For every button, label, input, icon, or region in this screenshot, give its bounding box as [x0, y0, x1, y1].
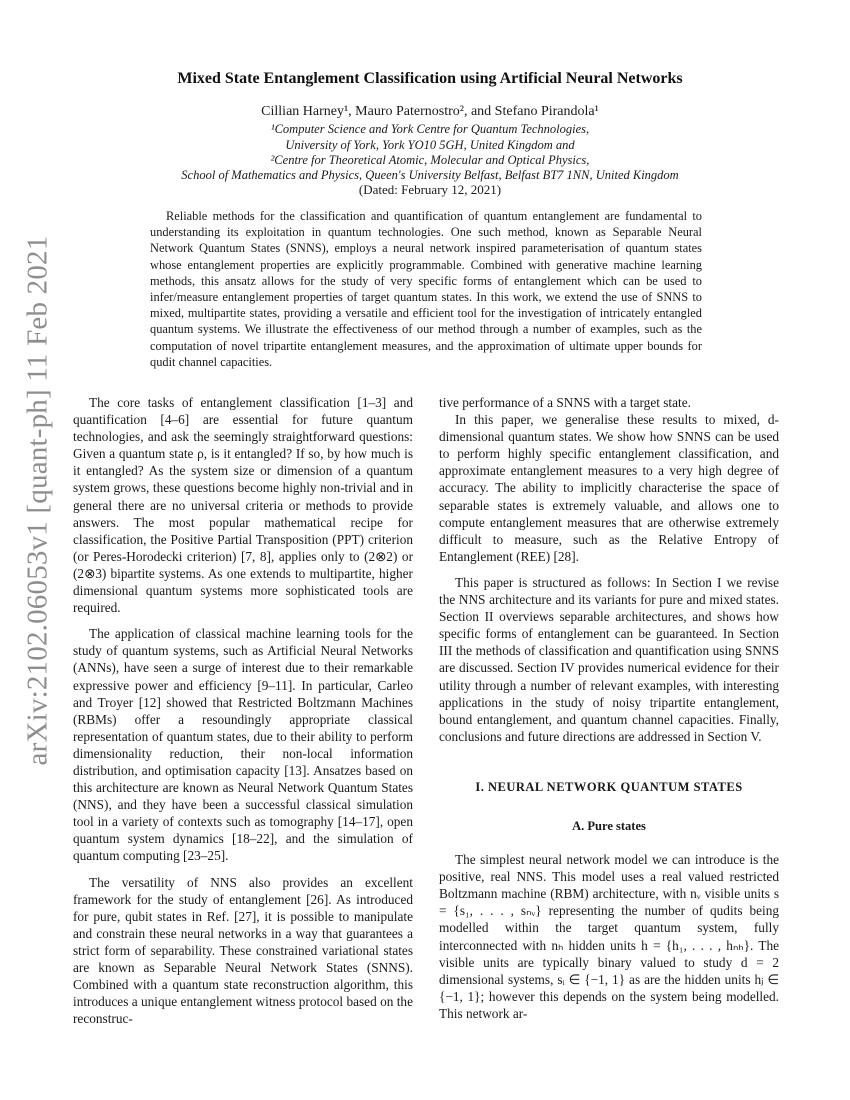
affiliation-line-3: ²Centre for Theoretical Atomic, Molecular and Optical Physics,: [270, 153, 590, 167]
intro-paragraph-3: The versatility of NNS also provides an excellent framework for the study of entanglement [26]. As introduced for pure, qubit states in Ref. [27], it is possible to manipulate and constrain these neural networks in a way that guarantees a strict form of separability. These constrained variational states are known as Separable Neural Network States (SNNS). Combined with a quantum state reconstruction algorithm, this introduces a unique entanglement witness protocol based on the reconstruc-: [73, 874, 413, 1027]
arxiv-identifier-stamp: [8, 235, 68, 765]
affiliation-line-4: School of Mathematics and Physics, Queen's University Belfast, Belfast BT7 1NN, United Kingdom: [181, 168, 679, 182]
intro-paragraph-2: The application of classical machine learning tools for the study of quantum systems, such as Artificial Neural Networks (ANNs), have seen a surge of interest due to their remarkable expressive power and efficiency [9–11]. In particular, Carleo and Troyer [12] showed that Restricted Boltzmann Machines (RBMs) offer a resoundingly appropriate classical representation of quantum states, due to their ability to perform dimensionality reduction, their non-local information distribution, and optimisation capacity [13]. Ansatzes based on this architecture are known as Neural Network Quantum States (NNS), and they have been a successful classical simulation tool in a variety of contexts such as tomography [14–17], open quantum system dynamics [18–22], and the simulation of quantum computing [23–25].: [73, 626, 413, 864]
intro-paragraph-3-continued: tive performance of a SNNS with a target state.: [439, 395, 691, 410]
intro-paragraph-5: This paper is structured as follows: In Section I we revise the NNS architecture and its variants for pure and mixed states. Section II overviews separable architectures, and shows how specific forms of entanglement can be guaranteed. In Section III the methods of classification and quantification using SNNS are discussed. Section IV provides numerical evidence for their utility through a number of relevant examples, with interesting applications in the study of noisy tripartite entanglement, bound entanglement, and quantum channel capacities. Finally, conclusions and future directions are addressed in Section V.: [439, 574, 779, 744]
paper-title: Mixed State Entanglement Classification using Artificial Neural Networks: [177, 70, 683, 87]
subsection-heading: A. Pure states: [572, 818, 646, 833]
affiliation-line-2: University of York, York YO10 5GH, United Kingdom and: [285, 138, 575, 152]
intro-paragraph-1: The core tasks of entanglement classification [1–3] and quantification [4–6] are essential for future quantum technologies, and ask the seemingly straightforward questions: Given a quantum state ρ, is it entangled? If so, by how much is it entangled? As the system size or dimension of a quantum system grows, these questions become highly non-trivial and in general there are no universal criteria or methods to provide answers. The most popular mathematical recipe for classification, the Positive Partial Transposition (PPT) criterion (or Peres-Horodecki criterion) [7, 8], applies only to (2⊗2) or (2⊗3) bipartite systems. As one extends to multipartite, higher dimensional quantum systems more sophisticated tools are required.: [73, 395, 413, 616]
pure-states-paragraph: The simplest neural network model we can introduce is the positive, real NNS. This model uses a real valued restricted Boltzmann machine (RBM) architecture, with nᵥ visible units s = {s₁, . . . , sₙᵥ} representing the number of qudits being modelled within the target quantum system, fully interconnected with nₕ hidden units h = {h₁, . . . , hₙₕ}. The visible units are typically binary valued to study d = 2 dimensional systems, sᵢ ∈ {−1, 1} as are the hidden units hⱼ ∈ {−1, 1}; however this depends on the system being modelled. This network ar-: [439, 852, 779, 1021]
arxiv-identifier-text[interactable]: arXiv:2102.06053v1 [quant-ph] 11 Feb 2021: [21, 235, 54, 765]
date-line: (Dated: February 12, 2021): [358, 182, 502, 197]
left-column: [73, 394, 413, 1027]
section-heading: I. NEURAL NETWORK QUANTUM STATES: [475, 779, 743, 794]
affiliation-line-1: ¹Computer Science and York Centre for Quantum Technologies,: [270, 122, 590, 136]
right-column: [439, 394, 779, 1022]
intro-paragraph-4: In this paper, we generalise these results to mixed, d-dimensional quantum states. We show how SNNS can be used to perform highly specific entanglement classification, and approximate entanglement measures to a very high degree of accuracy. The ability to implicitly characterise the space of separable states is extremely valuable, and allows one to compute entanglement measures that are otherwise extremely difficult to measure, such as the Relative Entropy of Entanglement (REE) [28].: [439, 412, 779, 564]
author-list: Cillian Harney¹, Mauro Paternostro², and Stefano Pirandola¹: [261, 104, 599, 119]
abstract: Reliable methods for the classification and quantification of quantum entanglement are fundamental to understanding its exploitation in quantum technologies. One such method, known as Separable Neural Network Quantum States (SNNS), employs a neural network inspired parameterisation of quantum states whose entanglement properties are explicitly programmable. Combined with generative machine learning methods, this ansatz allows for the study of very specific forms of entanglement which can be used to infer/measure entanglement properties of target quantum states. In this work, we extend the use of SNNS to mixed, multipartite states, providing a versatile and efficient tool for the investigation of intricately entangled quantum systems. We illustrate the effectiveness of our method through a number of examples, such as the computation of novel tripartite entanglement measures, and the approximation of ultimate upper bounds for qudit channel capacities.: [150, 209, 702, 369]
